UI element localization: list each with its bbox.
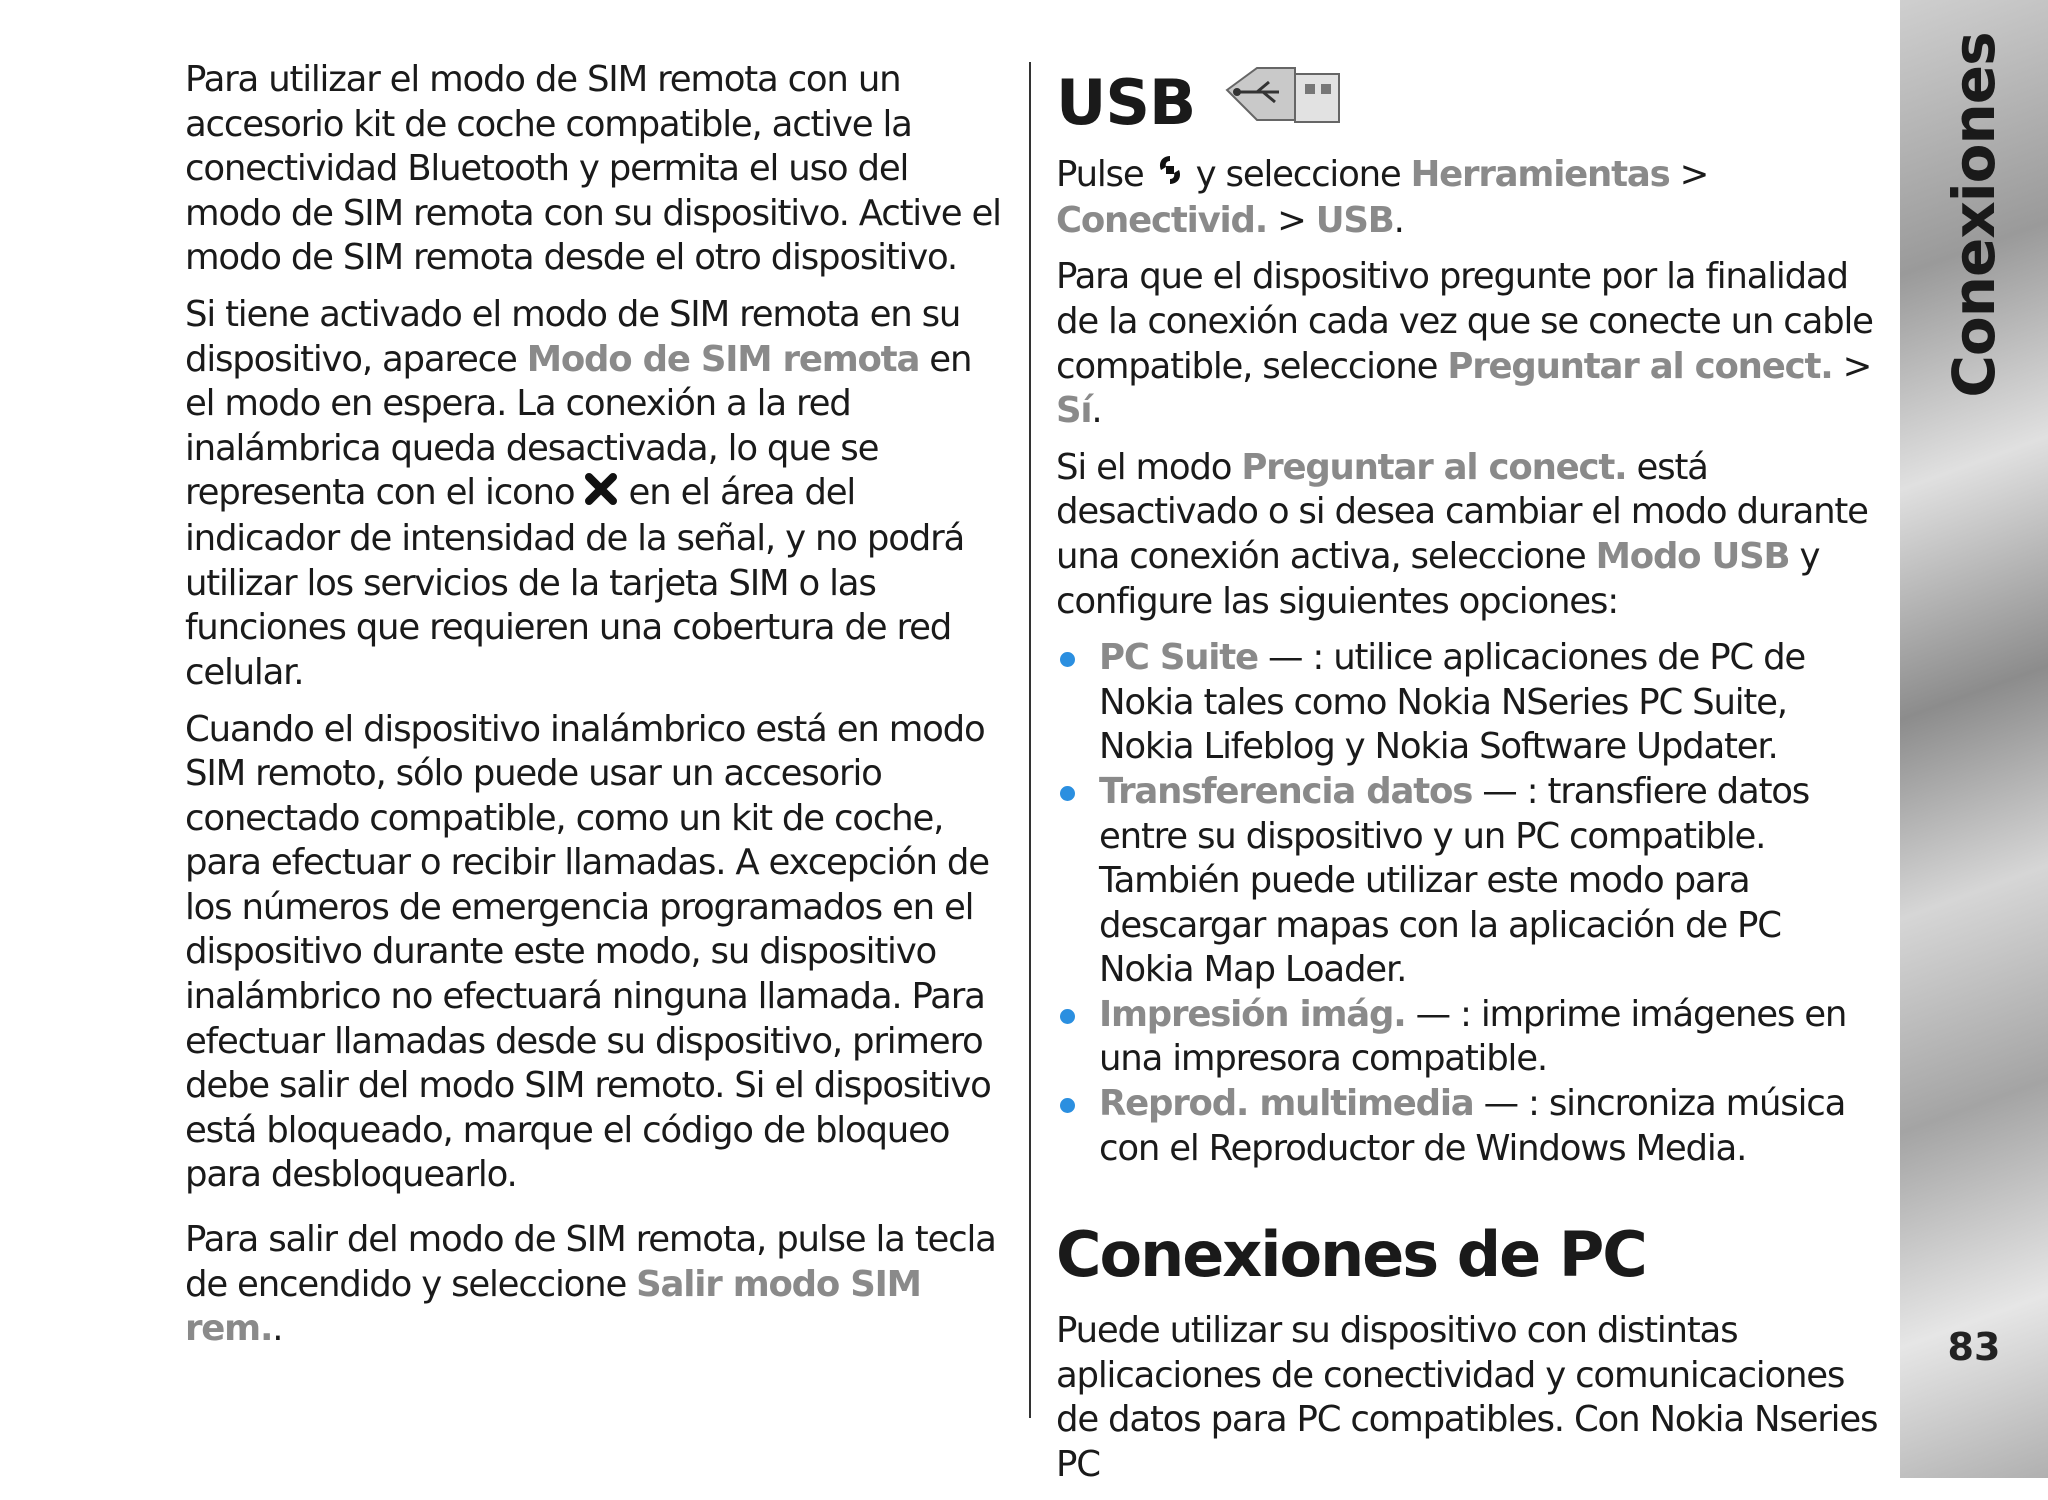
heading-text: USB — [1056, 65, 1196, 139]
right-column — [1056, 58, 1881, 1500]
text: Si tiene activado el modo de SIM remota en su dispositivo, aparece — [185, 293, 961, 380]
option-desc: — : imprime imágenes en una impresora compatible. — [1099, 993, 1847, 1080]
option-term: Impresión imág. — [1099, 993, 1406, 1035]
paragraph: Para utilizar el modo de SIM remota con un accesorio kit de coche compatible, active la conectividad Bluetooth y permita el uso del modo de SIM remota con su dispositivo. Active el modo de SIM remota desde el otro dispositivo. — [185, 59, 1001, 279]
text: en el modo en espera. La conexión a la red inalámbrica queda desactivada, lo que se representa con el icono — [185, 338, 972, 514]
menu-term: Herramientas — [1410, 154, 1670, 195]
bullet-icon — [1060, 1098, 1075, 1113]
paragraph: Cuando el dispositivo inalámbrico está en modo SIM remoto, sólo puede usar un accesorio conectado compatible, como un kit de coche, para efectuar o recibir llamadas. A excepción de los números de emergencia programados en el dispositivo durante este modo, su dispositivo inalámbrico no efectuará ninguna llamada. Para efectuar llamadas desde su dispositivo, primero debe salir del modo SIM remoto. Si el dispositivo está bloqueado, marque el código de bloqueo para desbloquearlo. — [185, 708, 991, 1196]
menu-term: Preguntar al conect. — [1241, 446, 1627, 488]
left-column — [185, 58, 1010, 1364]
menu-term: USB — [1315, 199, 1394, 241]
paragraph — [1056, 153, 1881, 243]
text: Pulse — [1056, 154, 1154, 195]
text: Para salir del modo de SIM remota, pulse la tecla de encendido y seleccione — [185, 1219, 996, 1305]
usb-plug-icon — [1217, 58, 1343, 147]
text: en el área del indicador de intensidad de la señal, y no podrá utilizar los servicios de la tarjeta SIM o las funciones que requieren una cobertura de red celular. — [185, 472, 965, 693]
separator: > — [1832, 345, 1872, 387]
separator: > — [1266, 199, 1316, 241]
menu-term: Preguntar al conect. — [1447, 345, 1833, 387]
option-desc: — : sincroniza música con el Reproductor de Windows Media. — [1099, 1083, 1846, 1169]
paragraph — [1056, 446, 1881, 624]
text: y seleccione — [1185, 154, 1411, 195]
menu-key-icon — [1154, 153, 1186, 199]
text: . — [272, 1308, 283, 1350]
text: . — [1091, 390, 1102, 432]
list-item — [1056, 993, 1881, 1082]
menu-term: Modo de SIM remota — [526, 338, 920, 380]
menu-term: Modo USB — [1595, 535, 1790, 577]
menu-term: Conectivid. — [1056, 199, 1267, 241]
chapter-title: Conexiones — [1940, 32, 2008, 398]
option-term: Transferencia datos — [1099, 770, 1473, 812]
list-item — [1056, 636, 1881, 770]
list-item — [1056, 770, 1881, 993]
section-heading-usb — [1056, 58, 1881, 147]
no-signal-x-icon — [584, 472, 618, 518]
bullet-icon — [1060, 786, 1075, 801]
option-desc: — : utilice aplicaciones de PC de Nokia tales como Nokia NSeries PC Suite, Nokia Lifeblog y Nokia Software Updater. — [1099, 637, 1806, 768]
bullet-icon — [1060, 1009, 1075, 1024]
menu-term: Sí — [1056, 390, 1092, 432]
menu-term: Salir modo SIM rem. — [185, 1263, 921, 1350]
text: . — [1393, 199, 1404, 241]
bullet-icon — [1060, 652, 1075, 667]
paragraph — [1056, 255, 1881, 433]
paragraph — [185, 293, 1010, 696]
list-item — [1056, 1082, 1881, 1171]
separator: > — [1669, 154, 1709, 195]
text: y configure las siguientes opciones: — [1056, 535, 1820, 622]
text: Para que el dispositivo pregunte por la finalidad de la conexión cada vez que se conecte un cable compatible, seleccione — [1056, 256, 1873, 387]
option-desc: — : transfiere datos entre su dispositivo y un PC compatible. También puede utilizar este modo para descargar mapas con la aplicación de PC Nokia Map Loader. — [1099, 770, 1810, 991]
option-term: Reprod. multimedia — [1099, 1083, 1474, 1125]
section-heading-pc: Conexiones de PC — [1056, 1218, 1646, 1292]
paragraph — [185, 1218, 1010, 1352]
text: está desactivado o si desea cambiar el modo durante una conexión activa, seleccione — [1056, 446, 1868, 577]
page-number: 83 — [1947, 1325, 2001, 1369]
column-divider — [1029, 62, 1031, 1418]
chapter-sidebar — [1900, 0, 2048, 1478]
option-term: PC Suite — [1099, 637, 1258, 679]
text: Si el modo — [1056, 446, 1242, 488]
paragraph: Puede utilizar su dispositivo con distintas aplicaciones de conectividad y comunicaciones de datos para PC compatibles. Con Nokia Nseries PC — [1056, 1310, 1878, 1486]
usb-options-list — [1056, 636, 1881, 1171]
